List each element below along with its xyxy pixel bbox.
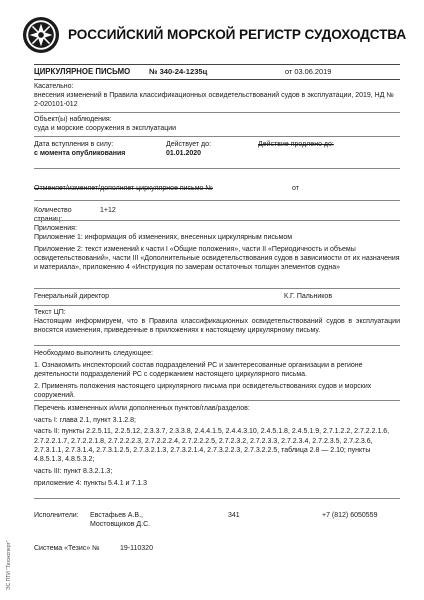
letter-date: от 03.06.2019 <box>285 67 332 76</box>
author-name: Евстафьев А.В., <box>90 512 143 519</box>
change-item: часть III: пункт 8.3.2.1.3; <box>34 467 113 475</box>
changes-section <box>34 404 400 488</box>
objects-label: Объект(ы) наблюдения: <box>34 116 112 123</box>
author-phone: +7 (812) 6050559 <box>322 512 378 519</box>
pages-section <box>34 206 400 224</box>
side-watermark <box>4 512 14 592</box>
letter-number: № 340-24-1235ц <box>149 67 208 76</box>
signatory-name: К.Г. Пальников <box>284 293 333 300</box>
annex-item: Приложение 2: текст изменений к части I «Общие положения», части II «Периодичность и объемы освидетельствований», части III «Дополнительные освидетельствования судов в зависимости от их назначения и материала», приложению 4 «Инструкция по замерам остаточных толщин элементов судна» <box>34 245 400 272</box>
change-item: часть II: пункты 2.2.5.11, 2.2.5.12, 2.3.3.7, 2.3.3.8, 2.4.4.1.5, 2.4.4.3.10, 2.4.5.1.8, 2.4.5.1.9, 2.7.1.2.2, 2.7.2.2.1.6, 2.7.2.2.1.7, 2.7.2.2.1.8, 2.7.2.2.2.3, 2.7.2.2.2.4, 2.7.2.2.2.5, 2.7.2.3.2, 2.7.2.3.3, 2.7.2.3.4, 2.7.2.3.5, 2.7.2.3.6, 2.7.3.1.1, 2.7.3.1.4, 2.7.3.1.2.5, 2.7.3.2.1.3, 2.7.3.2.1.4, 2.7.3.2.2.3, 2.7.3.2.2.5, таблица 2.8 — 2.10; пункты 4.8.5.1.3, 4.8.5.3.2; <box>34 428 390 464</box>
cancelled-letter-label: Отменяет/изменяет/дополняет циркулярное письмо № <box>34 185 213 192</box>
pages-label: Количество страниц: <box>34 207 72 224</box>
body-label: Текст ЦП: <box>34 309 66 316</box>
system-value: 19-110320 <box>120 545 153 552</box>
regarding-section <box>34 82 400 110</box>
system-section <box>34 544 400 553</box>
document-header <box>22 12 412 58</box>
signatory-position: Генеральный директор <box>34 293 110 300</box>
annexes-label: Приложения: <box>34 225 77 232</box>
actions-label: Необходимо выполнить следующее: <box>34 350 153 357</box>
entry-date-value: с момента опубликования <box>34 150 126 158</box>
organization-name: РОССИЙСКИЙ МОРСКОЙ РЕГИСТР СУДОХОДСТВА <box>68 27 407 43</box>
body-section <box>34 308 400 336</box>
author-name: Мостовщиков Д.С. <box>90 521 151 529</box>
extended-until-label: Действие продлено до: <box>258 141 334 148</box>
action-item: 2. Применять положения настоящего циркулярного письма при освидетельствованиях судов и морских сооружений. <box>34 382 372 399</box>
system-label: Система «Тезис» № <box>34 545 100 552</box>
actions-section <box>34 349 400 400</box>
rs-emblem-icon <box>22 16 60 54</box>
author-section <box>34 511 400 529</box>
cancelled-letter-from: от <box>292 185 299 192</box>
author-label: Исполнители: <box>34 512 79 519</box>
regarding-text: внесения изменений в Правила классификационных освидетельствований судов в эксплуатации, 2019, НД № 2-020101-012 <box>34 92 394 109</box>
change-item: часть I: глава 2.1, пункт 3.1.2.8; <box>34 416 136 424</box>
annexes-section <box>34 224 400 273</box>
entry-date-label: Дата вступления в силу: <box>34 141 114 148</box>
action-item: 1. Ознакомить инспекторский состав подразделений РС и заинтересованные организации в регионе деятельности подразделений РС с содержанием настоящего циркулярного письма. <box>34 361 363 378</box>
side-watermark-text: ЭС ПТИ "Техэксперт" <box>6 540 12 590</box>
valid-until-label: Действует до: <box>166 141 211 148</box>
changes-label: Перечень измененных и/или дополненных пунктов/глав/разделов: <box>34 405 250 412</box>
author-code: 341 <box>228 512 240 519</box>
regarding-label: Касательно: <box>34 83 74 90</box>
change-item: приложение 4: пункты 5.4.1 и 7.1.3 <box>34 479 147 487</box>
signatory-section <box>34 292 400 301</box>
annex-item: Приложение 1: информация об изменениях, внесенных циркулярным письмом <box>34 234 293 242</box>
letter-title: ЦИРКУЛЯРНОЕ ПИСЬМО <box>34 67 131 76</box>
body-text: Настоящим информируем, что в Правила классификационных освидетельствований судов в эксплуатации вносятся изменения, приведенные в приложениях к настоящему циркулярному письму. <box>34 318 400 335</box>
pages-value: 1+12 <box>100 207 116 214</box>
validity-section <box>34 140 400 158</box>
cancelled-letter-section <box>34 184 400 193</box>
letter-heading <box>34 67 400 77</box>
objects-text: суда и морские сооружения в эксплуатации <box>34 125 177 133</box>
valid-until-value: 01.01.2020 <box>166 150 202 158</box>
objects-section <box>34 115 400 133</box>
